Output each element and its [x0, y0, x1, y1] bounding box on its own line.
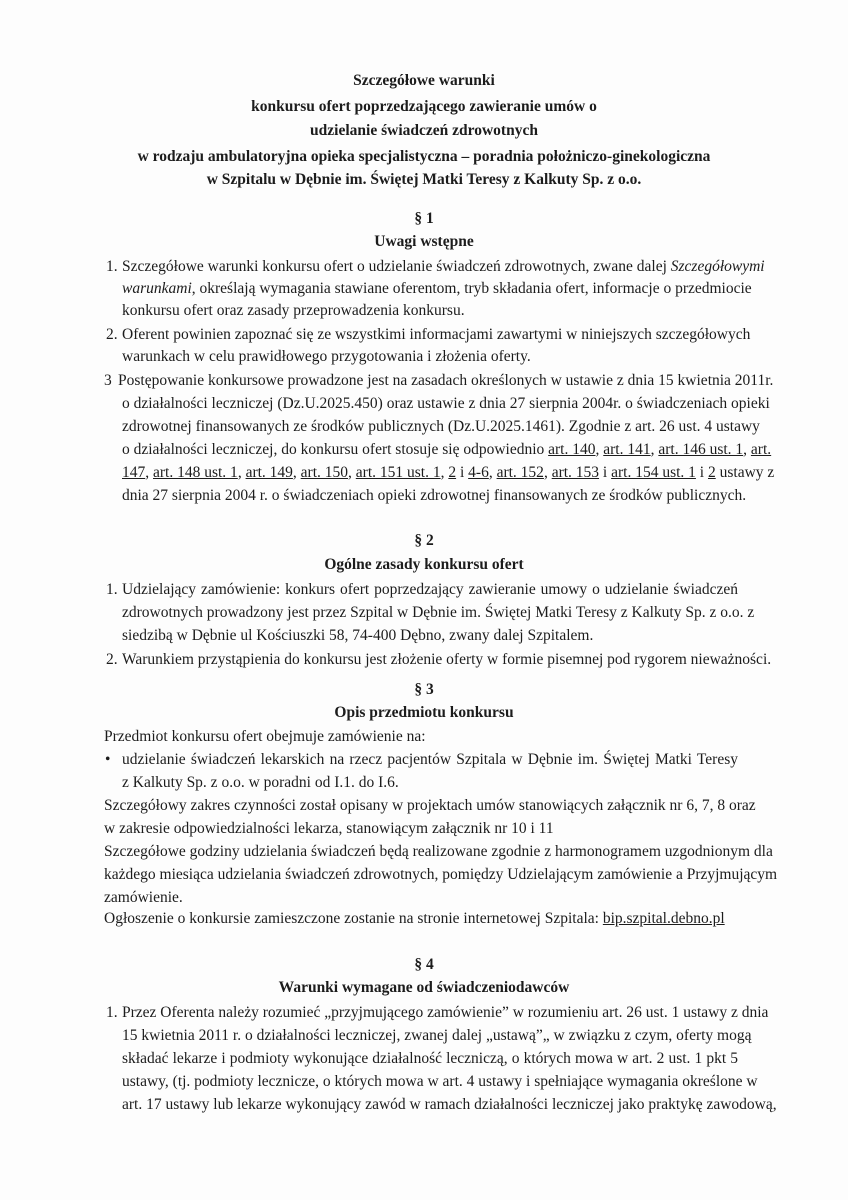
bullet-item-text: z Kalkuty Sp. z o.o. w poradni od I.1. do I.6.: [122, 774, 399, 791]
list-item-text: Przez Oferenta należy rozumieć „przyjmującego zamówienie” w rozumieniu art. 26 ust. 1 ustawy z dnia: [122, 1004, 769, 1021]
text-run: Ogłoszenie o konkursie zamieszczone zostanie na stronie internetowej Szpitala:: [104, 910, 599, 927]
website-link[interactable]: bip.szpital.debno.pl: [602, 910, 725, 927]
legal-ref-link[interactable]: 4-6: [468, 464, 489, 481]
section-3-heading: Opis przedmiotu konkursu: [334, 704, 514, 721]
section-4-heading: Warunki wymagane od świadczeniodawców: [278, 979, 570, 996]
list-item-text: o działalności leczniczej, do konkursu ofert stosuje się odpowiednio art. 140, art. 141, art. 146 ust. 1, art.: [122, 441, 772, 458]
list-item-text: zdrowotnych prowadzony jest przez Szpital w Dębnie im. Świętej Matki Teresy z Kalkuty Sp. z o.o. z: [122, 604, 755, 621]
paragraph: Przedmiot konkursu ofert obejmuje zamówienie na:: [104, 728, 426, 745]
list-item-text: Oferent powinien zapoznać się ze wszystkimi informacjami zawartymi w niniejszych szczegółowych: [122, 326, 751, 343]
legal-ref-link[interactable]: art. 141: [603, 441, 651, 458]
section-1-mark: § 1: [414, 210, 434, 227]
list-item-text: o działalności leczniczej (Dz.U.2025.450) oraz ustawie z dnia 27 sierpnia 2004r. o świadczeniach opieki: [122, 395, 770, 412]
bullet-item-text: udzielanie świadczeń lekarskich na rzecz pacjentów Szpitala w Dębnie im. Świętej Matki Teresy: [122, 751, 738, 768]
list-number: 3: [104, 372, 112, 389]
paragraph: Szczegółowy zakres czynności został opisany w projektach umów stanowiących załącznik nr 6, 7, 8 oraz: [104, 797, 756, 814]
list-number: 1.: [106, 1004, 118, 1021]
italic-term: Szczegółowymi: [670, 258, 765, 275]
legal-ref-link[interactable]: 147: [122, 464, 146, 481]
doc-title-line-1: Szczegółowe warunki: [353, 72, 495, 89]
list-number: 1.: [106, 258, 118, 275]
doc-title-line-5: w Szpitalu w Dębnie im. Świętej Matki Teresy z Kalkuty Sp. z o.o.: [206, 171, 642, 188]
doc-title-line-3: udzielanie świadczeń zdrowotnych: [310, 122, 538, 139]
paragraph: zamówienie.: [104, 889, 183, 906]
legal-ref-link[interactable]: art. 140: [548, 441, 596, 458]
section-2-heading: Ogólne zasady konkursu ofert: [324, 556, 524, 573]
text-run: Szczegółowe warunki konkursu ofert o udzielanie świadczeń zdrowotnych, zwane dalej: [122, 258, 667, 275]
paragraph: [104, 909, 725, 929]
doc-title-line-2: konkursu ofert poprzedzającego zawieranie umów o: [251, 98, 597, 115]
legal-ref-link[interactable]: art. 149: [245, 464, 293, 481]
list-number: 1.: [106, 581, 118, 598]
text-run: i: [459, 464, 465, 481]
section-1-heading: Uwagi wstępne: [374, 233, 474, 250]
list-item-text: Warunkiem przystąpienia do konkursu jest złożenie oferty w formie pisemnej pod rygorem nieważności.: [122, 651, 772, 668]
legal-ref-link[interactable]: art. 153: [551, 464, 600, 481]
list-item-text: Udzielający zamówienie: konkurs ofert poprzedzający zawieranie umowy o udzielanie świadczeń: [122, 581, 738, 598]
list-item-text: art. 17 ustawy lub lekarze wykonujący zawód w ramach działalności leczniczej jako praktykę zawodową,: [122, 1096, 777, 1113]
section-4-mark: § 4: [414, 956, 434, 973]
text-run: i: [699, 464, 705, 481]
list-number: 2.: [106, 326, 118, 343]
section-2-mark: § 2: [414, 532, 434, 549]
list-item-text: ustawy, (tj. podmioty lecznicze, o których mowa w art. 4 ustawy i spełniające wymagania określone w: [122, 1073, 758, 1090]
legal-ref-link[interactable]: art. 151 ust. 1: [355, 464, 441, 481]
text-run: , określają wymagania stawiane oferentom, tryb składania ofert, informacje o przedmiocie: [191, 280, 752, 297]
list-item-text: siedzibą w Dębnie ul Kościuszki 58, 74-400 Dębno, zwany dalej Szpitalem.: [122, 627, 594, 644]
paragraph: Szczegółowe godziny udzielania świadczeń będą realizowane zgodnie z harmonogramem uzgodnionym dla: [104, 843, 773, 860]
text-run: i: [602, 464, 608, 481]
list-item-text: 15 kwietnia 2011 r. o działalności leczniczej, zwanej dalej „ustawą”„ w związku z czym, oferty mogą: [122, 1027, 752, 1044]
list-number: 2.: [106, 651, 118, 668]
legal-ref-link[interactable]: art.: [750, 441, 772, 458]
italic-term: warunkami: [122, 280, 192, 297]
legal-ref-link[interactable]: art. 146 ust. 1: [658, 441, 744, 458]
bullet-icon: •: [105, 751, 111, 768]
list-item-text: zdrowotnej finansowanych ze środków publicznych (Dz.U.2025.1461). Zgodnie z art. 26 ust. 4 ustawy: [122, 418, 760, 435]
legal-ref-link[interactable]: art. 152: [496, 464, 544, 481]
legal-ref-link[interactable]: art. 150: [300, 464, 349, 481]
text-run: o działalności leczniczej, do konkursu ofert stosuje się odpowiednio: [122, 441, 545, 458]
doc-title-line-4: w rodzaju ambulatoryjna opieka specjalistyczna – poradnia położniczo-ginekologiczna: [137, 148, 711, 165]
text-run: ustawy z: [719, 464, 775, 481]
legal-ref-link[interactable]: art. 154 ust. 1: [611, 464, 696, 481]
section-3-mark: § 3: [414, 681, 434, 698]
list-item-text: warunkach w celu prawidłowego przygotowania i złożenia oferty.: [122, 348, 531, 365]
list-item-text: składać lekarze i podmioty wykonujące działalność leczniczą, o których mowa w art. 2 ust. 1 pkt 5: [122, 1050, 738, 1067]
legal-ref-link[interactable]: art. 148 ust. 1: [153, 464, 238, 481]
legal-ref-link[interactable]: 2: [707, 464, 716, 481]
list-item-text: dnia 27 sierpnia 2004 r. o świadczeniach opieki zdrowotnej finansowanych ze środków publicznych.: [122, 487, 747, 504]
list-item-text: Postępowanie konkursowe prowadzone jest na zasadach określonych w ustawie z dnia 15 kwietnia 2011r.: [118, 372, 774, 389]
list-item-text: konkursu ofert oraz zasady przeprowadzenia konkursu.: [122, 302, 465, 319]
paragraph: każdego miesiąca udzielania świadczeń zdrowotnych, pomiędzy Udzielającym zamówienie a Przyjmującym: [104, 866, 778, 883]
list-item-text: [122, 257, 765, 277]
legal-ref-link[interactable]: 2: [448, 464, 457, 481]
list-item-text: [122, 279, 752, 299]
paragraph: w zakresie odpowiedzialności lekarza, stanowiącym załącznik nr 10 i 11: [104, 820, 554, 837]
list-item-text: 147, art. 148 ust. 1, art. 149, art. 150, art. 151 ust. 1, 2 i 4-6, art. 152, art. 153 i art. 154 ust. 1 i 2 ustawy z: [122, 464, 775, 481]
